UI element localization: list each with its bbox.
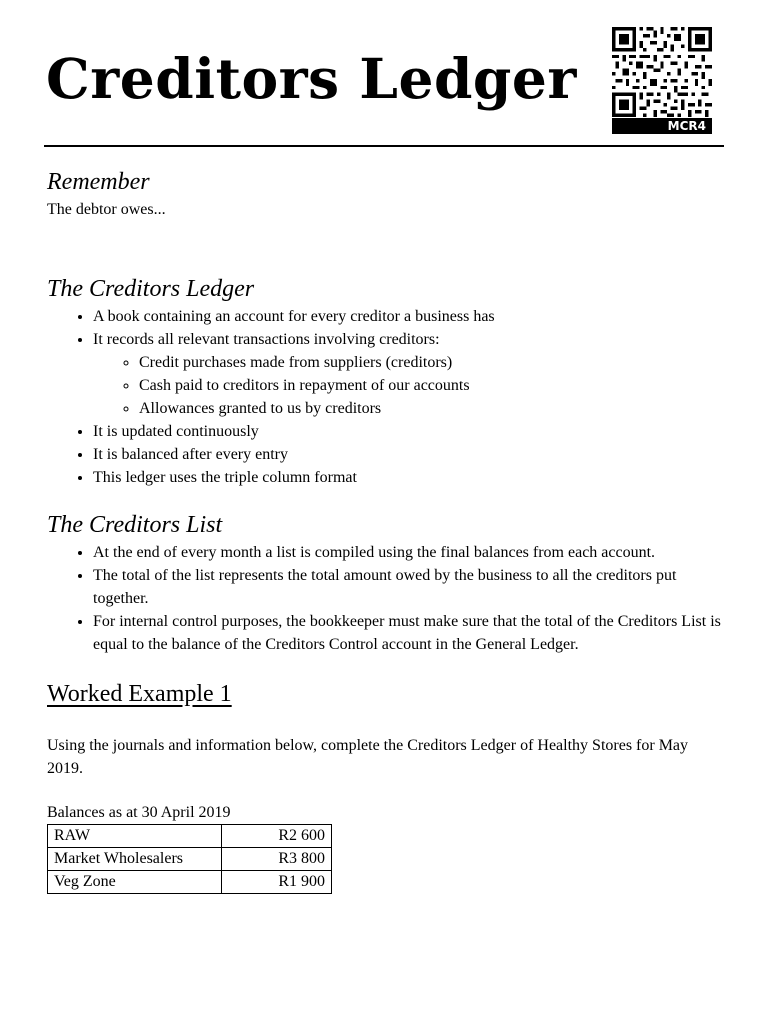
remember-heading: Remember bbox=[47, 169, 150, 195]
worked-example-instructions: Using the journals and information below, complete the Creditors Ledger of Healthy Stores for May 2019. bbox=[47, 737, 689, 777]
creditors-list-bullets bbox=[47, 541, 727, 656]
table-row bbox=[48, 825, 332, 848]
list-item: • It is updated continuously bbox=[93, 420, 727, 443]
qr-code-label: MCR4 bbox=[612, 118, 712, 134]
creditors-list-heading: The Creditors List bbox=[47, 512, 223, 538]
title-divider bbox=[44, 145, 724, 147]
sub-list-item: ◦ Credit purchases made from suppliers (creditors) bbox=[139, 351, 727, 374]
list-item: • For internal control purposes, the bookkeeper must make sure that the total of the Creditors List is equal to the balance of the Creditors Control account in the General Ledger. bbox=[93, 610, 727, 656]
creditor-name-cell: Veg Zone bbox=[48, 871, 222, 894]
list-item-with-sublist bbox=[93, 328, 727, 420]
worked-example-section bbox=[47, 678, 727, 894]
remember-section bbox=[47, 166, 727, 221]
balance-amount-cell: R3 800 bbox=[222, 848, 332, 871]
transactions-sublist bbox=[93, 351, 727, 420]
list-item: • It is balanced after every entry bbox=[93, 443, 727, 466]
balance-amount-cell: R2 600 bbox=[222, 825, 332, 848]
creditors-list-section bbox=[47, 509, 727, 656]
creditors-ledger-heading: The Creditors Ledger bbox=[47, 276, 255, 302]
remember-text: The debtor owes... bbox=[47, 201, 166, 218]
list-item: • At the end of every month a list is compiled using the final balances from each account. bbox=[93, 541, 727, 564]
page-title: Creditors Ledger bbox=[46, 46, 577, 111]
qr-code-icon bbox=[612, 27, 712, 117]
balances-table bbox=[47, 824, 332, 894]
creditor-name-cell: Market Wholesalers bbox=[48, 848, 222, 871]
sub-list-item: ◦ Allowances granted to us by creditors bbox=[139, 397, 727, 420]
list-item-text: It records all relevant transactions involving creditors: bbox=[93, 331, 440, 348]
sub-list-item: ◦ Cash paid to creditors in repayment of our accounts bbox=[139, 374, 727, 397]
table-row bbox=[48, 871, 332, 894]
list-item: • The total of the list represents the total amount owed by the business to all the creditors put together. bbox=[93, 564, 727, 610]
worked-example-heading: Worked Example 1 bbox=[47, 681, 232, 707]
list-item: • This ledger uses the triple column format bbox=[93, 466, 727, 489]
balances-heading: Balances as at 30 April 2019 bbox=[47, 804, 231, 821]
creditors-ledger-bullets bbox=[47, 305, 727, 489]
page-content bbox=[47, 166, 727, 894]
list-item: • A book containing an account for every creditor a business has bbox=[93, 305, 727, 328]
creditors-ledger-section bbox=[47, 273, 727, 489]
qr-code bbox=[612, 27, 712, 135]
table-row bbox=[48, 848, 332, 871]
creditor-name-cell: RAW bbox=[48, 825, 222, 848]
balance-amount-cell: R1 900 bbox=[222, 871, 332, 894]
